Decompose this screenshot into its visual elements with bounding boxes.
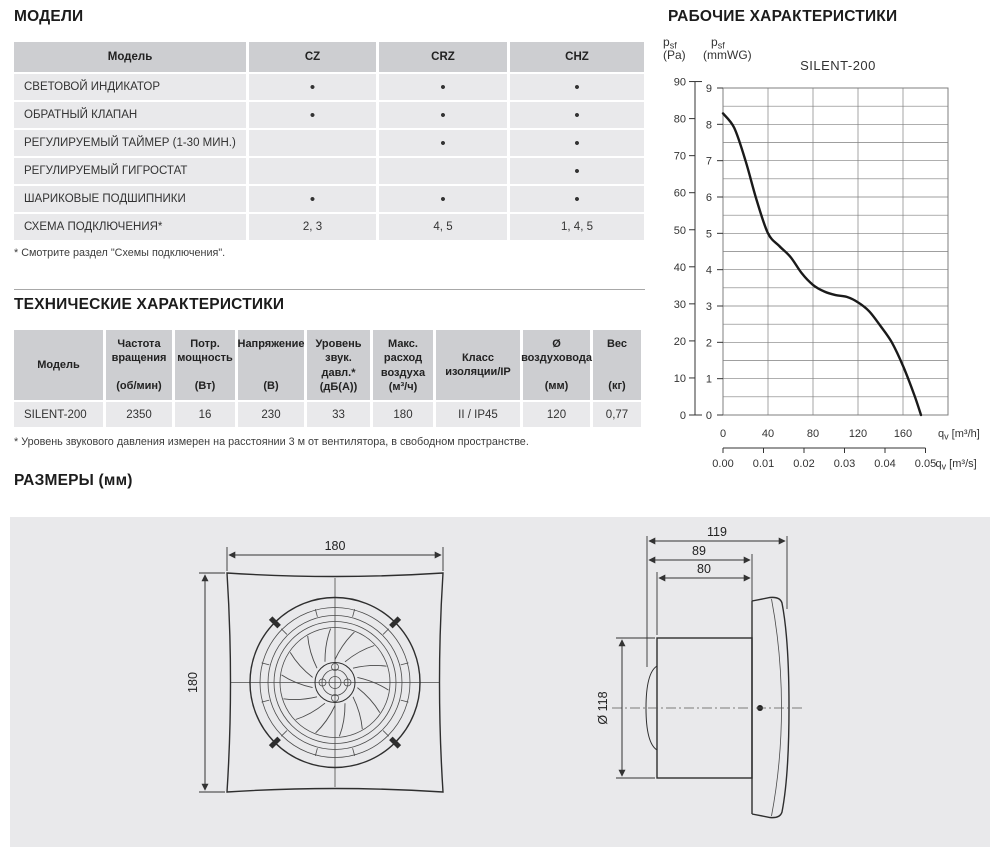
svg-text:qv [m³/s]: $q_v$ [m³/s] [935, 458, 977, 472]
models-value-cell: • [510, 186, 644, 212]
models-section-title: МОДЕЛИ [14, 8, 84, 25]
chart-gridlines [723, 88, 948, 415]
dimensions-section-title: РАЗМЕРЫ (мм) [14, 472, 133, 489]
svg-text:0.01: 0.01 [752, 458, 775, 470]
side-duct-length-label: 80 [697, 562, 711, 576]
dimension-drawings [10, 517, 990, 847]
fan-front-view-drawing [186, 539, 443, 792]
front-height-label: 180 [186, 672, 200, 693]
svg-text:40: 40 [673, 261, 686, 274]
tech-header-cell: Модель [14, 330, 103, 400]
side-duct-diameter-label: Ø 118 [596, 691, 610, 725]
tech-value-cell: 33 [307, 402, 370, 427]
models-feature-cell: ОБРАТНЫЙ КЛАПАН [14, 102, 246, 128]
svg-text:10: 10 [673, 372, 686, 385]
svg-text:0: 0 [719, 428, 727, 440]
dimensions-panel [10, 517, 990, 847]
models-value-cell [249, 158, 376, 184]
svg-text:2: 2 [705, 337, 712, 350]
svg-text:50: 50 [673, 224, 686, 237]
tech-value-cell: 230 [238, 402, 304, 427]
tech-header-cell: Вес (кг) [593, 330, 641, 400]
svg-text:qv [m³/h]: $q_v$ [m³/h] [938, 428, 980, 442]
models-footnote: * Смотрите раздел "Схемы подключения". [14, 247, 226, 259]
chart-performance-curve [723, 113, 921, 415]
svg-text:0.05: 0.05 [914, 458, 937, 470]
tech-footnote: * Уровень звукового давления измерен на расстоянии 3 м от вентилятора, в свободном пространстве. [14, 436, 529, 448]
svg-text:5: 5 [705, 228, 712, 241]
tech-value-cell: 180 [373, 402, 433, 427]
svg-text:80: 80 [673, 113, 686, 126]
svg-text:160: 160 [893, 428, 913, 440]
svg-text:psf: $p_{sf}$ [711, 35, 725, 51]
models-value-cell: 4, 5 [379, 214, 507, 240]
svg-text:0.04: 0.04 [874, 458, 896, 470]
tech-value-cell: 2350 [106, 402, 172, 427]
svg-text:3: 3 [705, 301, 712, 313]
tech-header-cell: Потр. мощность (Вт) [175, 330, 235, 400]
svg-text:20: 20 [673, 335, 686, 348]
models-value-cell: • [510, 158, 644, 184]
svg-text:(mmWG): (mmWG) [703, 48, 752, 62]
tech-section-title: ТЕХНИЧЕСКИЕ ХАРАКТЕРИСТИКИ [14, 296, 285, 313]
svg-text:0: 0 [705, 410, 712, 422]
models-value-cell: • [379, 130, 507, 156]
tech-header-cell: Макс. расход воздуха (м³/ч) [373, 330, 433, 400]
models-value-cell: • [510, 130, 644, 156]
models-feature-cell: СВЕТОВОЙ ИНДИКАТОР [14, 74, 246, 100]
svg-text:8: 8 [705, 119, 712, 132]
section-divider [14, 289, 645, 290]
svg-text:psf: $p_{sf}$ [663, 35, 677, 51]
tech-header-cell: Частота вращения (об/мин) [106, 330, 172, 400]
side-total-depth-label: 119 [707, 525, 727, 539]
chart-axis-labels [663, 35, 980, 472]
models-header-model: Модель [14, 42, 246, 72]
models-value-cell: • [510, 102, 644, 128]
tech-model-cell: SILENT-200 [14, 402, 103, 427]
chart-title: SILENT-200 [800, 58, 876, 73]
tech-value-cell: 16 [175, 402, 235, 427]
models-feature-cell: ШАРИКОВЫЕ ПОДШИПНИКИ [14, 186, 246, 212]
svg-text:70: 70 [673, 150, 686, 163]
svg-text:30: 30 [673, 298, 686, 311]
svg-text:7: 7 [705, 155, 712, 168]
models-value-cell [249, 130, 376, 156]
models-header-cz: CZ [249, 42, 376, 72]
tech-header-cell: Напряжение (В) [238, 330, 304, 400]
tech-header-cell: Ø воздуховода (мм) [523, 330, 590, 400]
performance-section-title: РАБОЧИЕ ХАРАКТЕРИСТИКИ [668, 8, 898, 25]
front-width-label: 180 [324, 539, 346, 553]
models-feature-cell: РЕГУЛИРУЕМЫЙ ГИГРОСТАТ [14, 158, 246, 184]
models-value-cell: • [379, 186, 507, 212]
models-value-cell: • [249, 74, 376, 100]
models-feature-cell: СХЕМА ПОДКЛЮЧЕНИЯ* [14, 214, 246, 240]
svg-text:80: 80 [806, 428, 820, 440]
models-value-cell: 1, 4, 5 [510, 214, 644, 240]
models-table [14, 42, 644, 240]
svg-text:40: 40 [761, 428, 775, 440]
svg-text:0.00: 0.00 [712, 458, 734, 470]
svg-text:6: 6 [705, 192, 712, 204]
svg-text:0.02: 0.02 [793, 458, 815, 470]
tech-value-cell: 0,77 [593, 402, 641, 427]
models-value-cell: • [379, 102, 507, 128]
models-value-cell [379, 158, 507, 184]
models-feature-cell: РЕГУЛИРУЕМЫЙ ТАЙМЕР (1-30 МИН.) [14, 130, 246, 156]
svg-text:90: 90 [673, 76, 686, 89]
models-header-crz: CRZ [379, 42, 507, 72]
models-header-chz: CHZ [510, 42, 644, 72]
tech-header-cell: Уровень звук. давл.* (дБ(А)) [307, 330, 370, 400]
tech-value-cell: II / IP45 [436, 402, 520, 427]
models-value-cell: • [510, 74, 644, 100]
svg-text:9: 9 [705, 83, 712, 95]
models-value-cell: 2, 3 [249, 214, 376, 240]
svg-text:120: 120 [848, 428, 868, 440]
svg-text:(Pa): (Pa) [663, 48, 686, 62]
models-value-cell: • [249, 186, 376, 212]
chart-axes [689, 82, 926, 453]
models-value-cell: • [249, 102, 376, 128]
side-cover-edge-curve [772, 599, 782, 816]
svg-text:0: 0 [679, 410, 686, 422]
svg-text:60: 60 [673, 187, 686, 200]
svg-text:1: 1 [705, 373, 712, 386]
tech-value-cell: 120 [523, 402, 590, 427]
svg-text:4: 4 [705, 264, 712, 277]
tech-table [14, 330, 641, 427]
side-body-depth-label: 89 [692, 544, 706, 558]
tech-header-cell: Класс изоляции/IP [436, 330, 520, 400]
models-value-cell: • [379, 74, 507, 100]
fan-side-view-drawing [596, 525, 803, 818]
svg-text:0.03: 0.03 [833, 458, 856, 470]
performance-chart [655, 30, 1000, 480]
